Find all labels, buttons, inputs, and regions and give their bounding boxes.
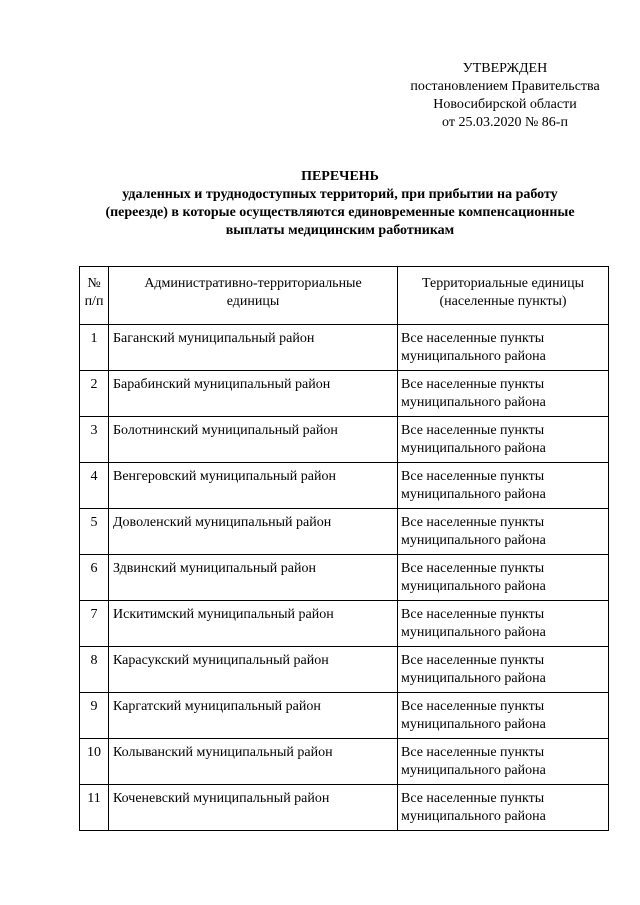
header-admin-units-line-1: Административно-территориальные	[144, 276, 362, 291]
row-admin-unit: Искитимский муниципальный район	[109, 601, 398, 647]
row-territorial-unit-line-2: муниципального района	[401, 441, 546, 456]
row-territorial-unit	[398, 555, 609, 601]
row-admin-unit: Венгеровский муниципальный район	[109, 463, 398, 509]
row-territorial-unit	[398, 417, 609, 463]
row-territorial-unit-line-1: Все населенные пункты	[401, 331, 545, 346]
header-territorial-units	[398, 267, 609, 325]
row-admin-unit: Доволенский муниципальный район	[109, 509, 398, 555]
row-territorial-unit	[398, 785, 609, 831]
table-row	[80, 371, 609, 417]
table-row	[80, 463, 609, 509]
title-line-3: выплаты медицинским работникам	[225, 223, 455, 238]
row-number: 6	[80, 555, 109, 601]
row-territorial-unit-line-2: муниципального района	[401, 579, 546, 594]
row-admin-unit: Баганский муниципальный район	[109, 325, 398, 371]
row-territorial-unit-line-2: муниципального района	[401, 809, 546, 824]
row-territorial-unit-line-2: муниципального района	[401, 533, 546, 548]
row-territorial-unit-line-1: Все населенные пункты	[401, 561, 545, 576]
row-number: 5	[80, 509, 109, 555]
approval-resolution: постановлением Правительства	[410, 79, 600, 94]
row-number: 7	[80, 601, 109, 647]
row-territorial-unit-line-1: Все населенные пункты	[401, 791, 545, 806]
row-admin-unit: Каргатский муниципальный район	[109, 693, 398, 739]
table-row	[80, 647, 609, 693]
approval-date-number: от 25.03.2020 № 86-п	[442, 115, 568, 130]
row-number: 2	[80, 371, 109, 417]
row-admin-unit: Здвинский муниципальный район	[109, 555, 398, 601]
row-territorial-unit-line-1: Все населенные пункты	[401, 469, 545, 484]
header-number-line-1: №	[87, 276, 101, 291]
row-territorial-unit	[398, 693, 609, 739]
row-territorial-unit-line-2: муниципального района	[401, 671, 546, 686]
approval-region: Новосибирской области	[433, 97, 577, 112]
header-admin-units	[109, 267, 398, 325]
header-territorial-units-line-2: (населенные пункты)	[439, 294, 567, 309]
row-territorial-unit-line-1: Все населенные пункты	[401, 377, 545, 392]
row-admin-unit: Колыванский муниципальный район	[109, 739, 398, 785]
row-territorial-unit-line-2: муниципального района	[401, 487, 546, 502]
row-territorial-unit-line-1: Все населенные пункты	[401, 515, 545, 530]
row-territorial-unit-line-2: муниципального района	[401, 625, 546, 640]
row-number: 8	[80, 647, 109, 693]
row-admin-unit: Карасукский муниципальный район	[109, 647, 398, 693]
row-territorial-unit-line-1: Все населенные пункты	[401, 653, 545, 668]
table-header	[80, 267, 609, 325]
title-heading: ПЕРЕЧЕНЬ	[301, 169, 379, 184]
table-row	[80, 325, 609, 371]
approval-block	[395, 60, 615, 132]
row-territorial-unit-line-2: муниципального района	[401, 763, 546, 778]
header-admin-units-line-2: единицы	[226, 294, 280, 309]
row-territorial-unit	[398, 647, 609, 693]
row-territorial-unit	[398, 325, 609, 371]
table-row	[80, 509, 609, 555]
table-row	[80, 555, 609, 601]
row-territorial-unit	[398, 371, 609, 417]
table-row	[80, 601, 609, 647]
row-number: 4	[80, 463, 109, 509]
row-territorial-unit	[398, 463, 609, 509]
table-row	[80, 693, 609, 739]
row-territorial-unit	[398, 601, 609, 647]
row-territorial-unit-line-2: муниципального района	[401, 717, 546, 732]
row-admin-unit: Коченевский муниципальный район	[109, 785, 398, 831]
header-number	[80, 267, 109, 325]
header-number-line-2: п/п	[84, 294, 104, 309]
row-territorial-unit-line-1: Все населенные пункты	[401, 423, 545, 438]
row-admin-unit: Барабинский муниципальный район	[109, 371, 398, 417]
row-number: 9	[80, 693, 109, 739]
territories-table	[79, 266, 609, 831]
row-number: 3	[80, 417, 109, 463]
table-row	[80, 739, 609, 785]
table-body	[80, 325, 609, 831]
approval-heading: УТВЕРЖДЕН	[462, 61, 548, 76]
row-territorial-unit	[398, 509, 609, 555]
row-number: 11	[80, 785, 109, 831]
table-header-row	[80, 267, 609, 325]
row-territorial-unit	[398, 739, 609, 785]
table-row	[80, 785, 609, 831]
table-row	[80, 417, 609, 463]
row-number: 10	[80, 739, 109, 785]
title-line-1: удаленных и труднодоступных территорий, при прибытии на работу	[122, 187, 558, 202]
row-admin-unit: Болотнинский муниципальный район	[109, 417, 398, 463]
row-territorial-unit-line-1: Все населенные пункты	[401, 745, 545, 760]
title-line-2: (переезде) в которые осуществляются единовременные компенсационные	[105, 205, 575, 220]
row-territorial-unit-line-1: Все населенные пункты	[401, 607, 545, 622]
row-number: 1	[80, 325, 109, 371]
document-title	[60, 168, 620, 240]
row-territorial-unit-line-1: Все населенные пункты	[401, 699, 545, 714]
header-territorial-units-line-1: Территориальные единицы	[422, 276, 584, 291]
row-territorial-unit-line-2: муниципального района	[401, 395, 546, 410]
row-territorial-unit-line-2: муниципального района	[401, 349, 546, 364]
